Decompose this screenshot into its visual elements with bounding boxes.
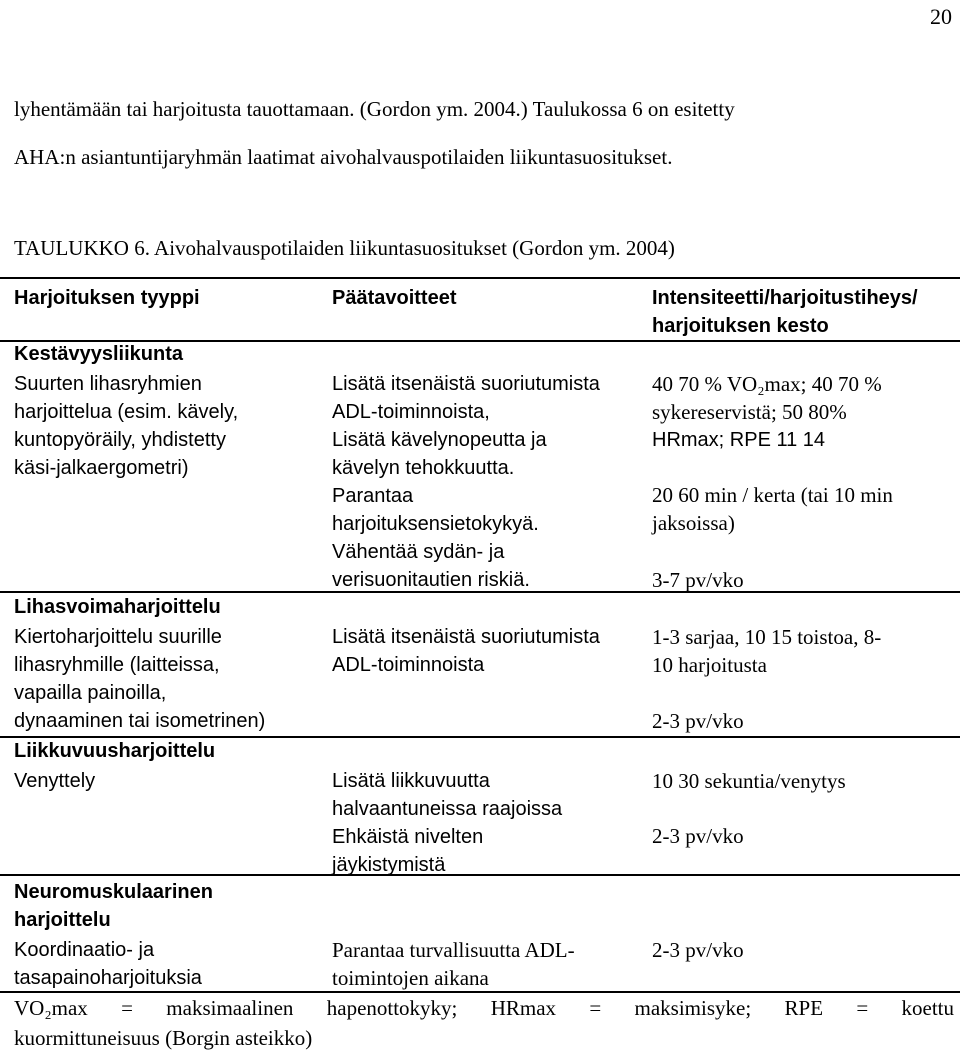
- footnote-line-1: VO₂max = maksimaalinen hapenottokyky; HRmax = maksimisyke; RPE = koettu: [14, 996, 954, 1020]
- endurance-goals: Lisätä itsenäistä suoriutumista ADL-toiminnoista, Lisätä kävelynopeutta ja kävelyn tehokkuutta. Parantaa harjoituksensietokykyä. Vähentää sydän- ja verisuonitautien riskiä.: [332, 373, 600, 591]
- flexibility-intensity-b: 2-3 pv/vko: [652, 824, 744, 848]
- neuromuscular-type: Koordinaatio- ja tasapainoharjoituksia: [14, 939, 202, 989]
- flexibility-type: Venyttely: [14, 770, 96, 792]
- header-intensity: Intensiteetti/harjoitustiheys/ harjoituksen kesto: [652, 287, 918, 337]
- endurance-intensity-d: 20 60 min / kerta (tai 10 min jaksoissa): [652, 483, 893, 535]
- strength-goals: Lisätä itsenäistä suoriutumista ADL-toiminnoista: [332, 626, 600, 676]
- strength-intensity-b: 2-3 pv/vko: [652, 709, 744, 733]
- table-footnote: [14, 993, 954, 1053]
- section-rule-3: [0, 874, 960, 876]
- endurance-intensity-e: 3-7 pv/vko: [652, 568, 744, 592]
- table-caption: TAULUKKO 6. Aivohalvauspotilaiden liikuntasuositukset (Gordon ym. 2004): [14, 236, 675, 260]
- header-type: Harjoituksen tyyppi: [14, 287, 200, 309]
- table-top-rule: [0, 277, 960, 279]
- endurance-intensity-b: sykereservistä; 50 80%: [652, 400, 847, 424]
- header-goals: Päätavoitteet: [332, 287, 457, 309]
- section-title-strength: Lihasvoimaharjoittelu: [14, 596, 221, 618]
- neuromuscular-goals-a: Parantaa turvallisuutta ADL-: [332, 938, 575, 962]
- endurance-type: Suurten lihasryhmien harjoittelua (esim. kävely, kuntopyöräily, yhdistetty käsi-jalkaergometri): [14, 373, 239, 479]
- strength-intensity-a: 1-3 sarjaa, 10 15 toistoa, 8- 10 harjoitusta: [652, 625, 882, 677]
- page-number: 20: [930, 4, 952, 29]
- flexibility-intensity-a: 10 30 sekuntia/venytys: [652, 769, 846, 793]
- footnote-line-2: kuormittuneisuus (Borgin asteikko): [14, 1026, 313, 1050]
- neuromuscular-goals-b: toimintojen aikana: [332, 966, 489, 990]
- intro-line-1: lyhentämään tai harjoitusta tauottamaan. (Gordon ym. 2004.) Taulukossa 6 on esitetty: [14, 97, 735, 121]
- strength-type: Kiertoharjoittelu suurille lihasryhmille (laitteissa, vapailla painoilla, dynaaminen tai isometrinen): [14, 626, 266, 732]
- endurance-intensity-c: HRmax; RPE 11 14: [652, 429, 826, 451]
- section-title-neuromuscular: Neuromuskulaarinen harjoittelu: [14, 881, 213, 931]
- endurance-intensity-a: 40 70 % VO₂max; 40 70 %: [652, 372, 882, 396]
- section-title-endurance: Kestävyysliikunta: [14, 343, 183, 365]
- intro-line-2: AHA:n asiantuntijaryhmän laatimat aivohalvauspotilaiden liikuntasuositukset.: [14, 145, 673, 169]
- section-title-flexibility: Liikkuvuusharjoittelu: [14, 740, 216, 762]
- flexibility-goals: Lisätä liikkuvuutta halvaantuneissa raajoissa Ehkäistä nivelten jäykistymistä: [332, 770, 563, 876]
- neuromuscular-intensity-a: 2-3 pv/vko: [652, 938, 744, 962]
- intro-paragraph: [14, 85, 954, 181]
